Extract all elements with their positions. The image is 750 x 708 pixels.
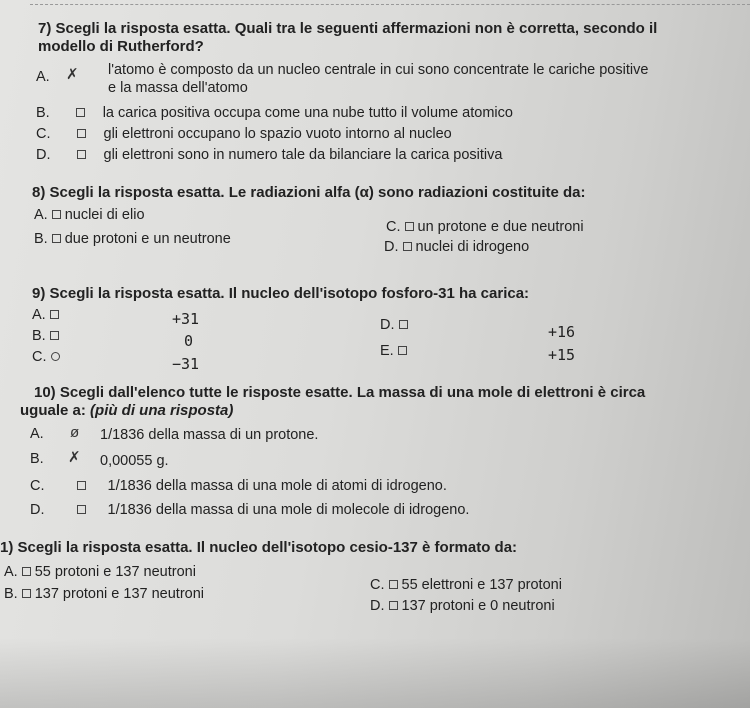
q9-option-d-value: +16	[548, 323, 576, 341]
cross-mark-icon[interactable]: ø	[70, 424, 80, 441]
option-letter: A.	[4, 564, 18, 580]
q9-option-e-value: +15	[548, 346, 576, 364]
checkbox-icon[interactable]	[52, 210, 61, 219]
q8-option-d[interactable]	[384, 240, 529, 255]
q7-option-a-text-line2: e la massa dell'atomo	[108, 80, 248, 96]
q11-option-a[interactable]	[4, 565, 196, 580]
q9-option-b-value: 0	[184, 332, 194, 350]
q11-option-b[interactable]	[4, 587, 204, 602]
q8-option-b[interactable]	[34, 232, 231, 247]
q9-option-b[interactable]	[32, 329, 63, 344]
option-text: gli elettroni sono in numero tale da bilanciare la carica positiva	[103, 147, 503, 163]
q9-option-a[interactable]	[32, 308, 63, 323]
q9-option-e[interactable]	[380, 344, 411, 359]
q8-title: 8) Scegli la risposta esatta. Le radiazioni alfa (α) sono radiazioni costituite da:	[32, 184, 586, 201]
radio-icon[interactable]	[51, 352, 60, 361]
option-text: 55 protoni e 137 neutroni	[34, 564, 196, 580]
option-letter: D.	[36, 147, 51, 163]
q10-option-b-text: 0,00055 g.	[100, 453, 169, 469]
q11-option-c[interactable]	[370, 578, 562, 593]
checkbox-icon[interactable]	[405, 222, 414, 231]
checkbox-icon[interactable]	[389, 580, 398, 589]
option-text: 137 protoni e 0 neutroni	[401, 598, 555, 614]
q7-option-b[interactable]	[36, 106, 513, 121]
option-text: due protoni e un neutrone	[64, 231, 231, 247]
checkbox-icon[interactable]	[52, 234, 61, 243]
option-letter: B.	[36, 105, 50, 121]
checkbox-icon[interactable]	[389, 601, 398, 610]
option-text: 1/1836 della massa di una mole di atomi di idrogeno.	[107, 478, 447, 494]
q10-option-b-letter: B.	[30, 451, 44, 467]
option-text: 1/1836 della massa di una mole di molecole di idrogeno.	[107, 502, 470, 518]
checkbox-icon[interactable]	[22, 589, 31, 598]
option-letter: B.	[4, 586, 18, 602]
option-text: gli elettroni occupano lo spazio vuoto intorno al nucleo	[103, 126, 452, 142]
option-text: la carica positiva occupa come una nube tutto il volume atomico	[102, 105, 513, 121]
option-text: un protone e due neutroni	[417, 219, 584, 235]
option-letter: D.	[370, 598, 385, 614]
checkbox-icon[interactable]	[22, 567, 31, 576]
q10-option-c[interactable]	[30, 479, 447, 494]
option-letter: D.	[380, 317, 395, 333]
checkbox-icon[interactable]	[398, 346, 407, 355]
option-text: nuclei di idrogeno	[415, 239, 530, 255]
checkbox-icon[interactable]	[77, 505, 86, 514]
q10-title-prefix: uguale a:	[20, 402, 86, 419]
page-shadow	[0, 638, 750, 708]
q11-title: 1) Scegli la risposta esatta. Il nucleo dell'isotopo cesio-137 è formato da:	[0, 539, 518, 556]
option-letter: B.	[32, 328, 46, 344]
q7-option-d[interactable]	[36, 148, 502, 163]
option-letter: D.	[30, 502, 45, 518]
checkbox-icon[interactable]	[50, 331, 59, 340]
q9-option-c-value: −31	[172, 355, 200, 373]
option-letter: C.	[386, 219, 401, 235]
option-letter: C.	[370, 577, 385, 593]
cross-mark-icon[interactable]: ✗	[66, 66, 79, 83]
q8-option-c[interactable]	[386, 220, 584, 235]
checkbox-icon[interactable]	[399, 320, 408, 329]
option-text: 137 protoni e 137 neutroni	[34, 586, 205, 602]
q9-title: 9) Scegli la risposta esatta. Il nucleo dell'isotopo fosforo-31 ha carica:	[32, 285, 530, 302]
option-letter: C.	[32, 349, 47, 365]
option-letter: C.	[36, 126, 51, 142]
checkbox-icon[interactable]	[77, 481, 86, 490]
q7-option-a-letter: A.	[36, 69, 50, 85]
q10-option-a-letter: A.	[30, 426, 44, 442]
option-text: 55 elettroni e 137 protoni	[401, 577, 562, 593]
q10-title: 10) Scegli dall'elenco tutte le risposte esatte. La massa di una mole di elettroni è circa	[34, 384, 646, 401]
checkbox-icon[interactable]	[50, 310, 59, 319]
option-text: nuclei di elio	[64, 207, 145, 223]
option-letter: B.	[34, 231, 48, 247]
option-letter: C.	[30, 478, 45, 494]
option-letter: A.	[34, 207, 48, 223]
q10-option-a-text: 1/1836 della massa di un protone.	[100, 427, 319, 443]
q10-title-note: (più di una risposta)	[90, 402, 234, 419]
option-letter: D.	[384, 239, 399, 255]
option-letter: E.	[380, 343, 394, 359]
q9-option-d[interactable]	[380, 318, 412, 333]
dashed-separator	[30, 4, 750, 5]
q10-title-line2	[20, 403, 233, 418]
q7-option-a-text: l'atomo è composto da un nucleo centrale in cui sono concentrate le cariche positive	[108, 62, 649, 78]
q7-option-c[interactable]	[36, 127, 452, 142]
q7-title: 7) Scegli la risposta esatta. Quali tra le seguenti affermazioni non è corretta, secondo il	[38, 20, 658, 37]
checkbox-icon[interactable]	[76, 108, 85, 117]
q11-option-d[interactable]	[370, 599, 555, 614]
checkbox-icon[interactable]	[403, 242, 412, 251]
cross-mark-icon[interactable]: ✗	[68, 449, 81, 466]
checkbox-icon[interactable]	[77, 129, 86, 138]
checkbox-icon[interactable]	[77, 150, 86, 159]
q10-option-d[interactable]	[30, 503, 469, 518]
q7-title-line2: modello di Rutherford?	[38, 38, 204, 55]
option-letter: A.	[32, 307, 46, 323]
q9-option-a-value: +31	[172, 310, 200, 328]
q8-option-a[interactable]	[34, 208, 145, 223]
q9-option-c[interactable]	[32, 350, 64, 365]
